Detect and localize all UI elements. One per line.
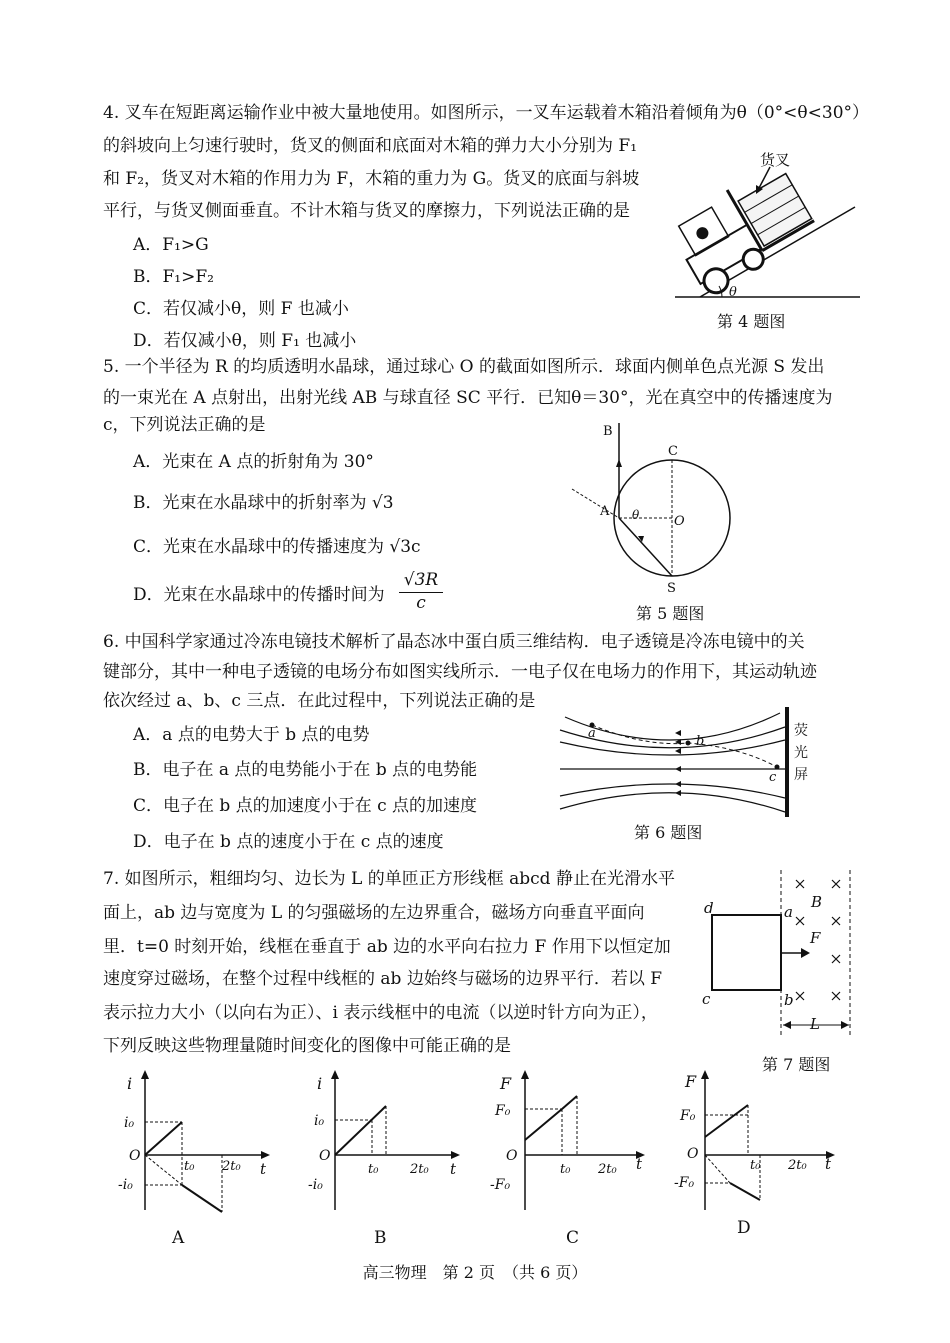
q4-line-2: 的斜坡向上匀速行驶时，货叉的侧面和底面对木箱的弹力大小分别为 F₁ <box>103 136 638 156</box>
q5-line-1: 5. 一个半径为 R 的均质透明水晶球，通过球心 O 的截面如图所示．球面内侧单色点光源 S 发出 <box>103 357 825 377</box>
q4-fork-label: 货叉 <box>760 151 791 169</box>
q6-option-a: A．a 点的电势大于 b 点的电势 <box>133 725 370 745</box>
q5-fraction-numerator: √3R <box>399 570 443 593</box>
graph-d-y-neg-label: -F₀ <box>674 1175 695 1191</box>
graph-d-y-axis-label: F <box>685 1072 697 1091</box>
q4-option-a: A．F₁>G <box>133 235 209 255</box>
graph-d-y-pos-label: F₀ <box>680 1108 696 1124</box>
graph-a-y-pos-label: i₀ <box>124 1115 135 1131</box>
q4-option-d: D．若仅减小θ，则 F₁ 也减小 <box>133 331 357 351</box>
q4-option-b: B．F₁>F₂ <box>133 267 214 287</box>
q7-graph-c <box>490 1065 660 1250</box>
graph-a-origin: O <box>129 1148 141 1164</box>
graph-a-t-axis: t <box>260 1160 267 1178</box>
q6-option-b: B．电子在 a 点的电势能小于在 b 点的电势能 <box>133 760 478 780</box>
q5-option-d: D．光束在水晶球中的传播时间为 <box>133 585 385 605</box>
q7-graph-d <box>670 1065 845 1250</box>
q7-label-l: L <box>810 1015 820 1033</box>
q7-label-a: a <box>784 903 793 921</box>
q4-angle-label: θ <box>729 285 737 300</box>
graph-c-y-neg-label: -F₀ <box>490 1177 511 1193</box>
q4-option-c: C．若仅减小θ，则 F 也减小 <box>133 299 349 319</box>
q4-line-4: 平行，与货叉侧面垂直。不计木箱与货叉的摩擦力，下列说法正确的是 <box>103 201 630 221</box>
q5-line-2: 的一束光在 A 点射出，出射光线 AB 与球直径 SC 平行．已知θ＝30°，光在真空中的传播速度为 <box>103 388 833 408</box>
graph-b-y-axis-label: i <box>317 1074 323 1093</box>
q5-option-a: A．光束在 A 点的折射角为 30° <box>133 452 374 472</box>
graph-d-choice: D <box>737 1218 751 1238</box>
q7-label-field: B <box>811 893 823 911</box>
graph-b-choice: B <box>374 1228 387 1248</box>
q6-point-b: b <box>696 734 705 749</box>
q5-fraction-denominator: c <box>416 593 426 613</box>
graph-a-t1: t₀ <box>184 1159 195 1174</box>
q7-graph-b <box>300 1065 470 1250</box>
graph-b-y-neg-label: -i₀ <box>308 1177 323 1193</box>
q6-option-c: C．电子在 b 点的加速度小于在 c 点的加速度 <box>133 796 478 816</box>
graph-b-y-pos-label: i₀ <box>314 1113 325 1129</box>
q7-label-d: d <box>704 899 714 917</box>
q6-option-d: D．电子在 b 点的速度小于在 c 点的速度 <box>133 832 444 852</box>
q5-label-a: A <box>600 504 610 519</box>
q5-label-c: C <box>668 444 678 459</box>
q6-screen-char-1: 荧 <box>794 723 808 739</box>
graph-a-t2: 2t₀ <box>222 1159 241 1174</box>
graph-b-t-axis: t <box>450 1160 457 1178</box>
graph-c-origin: O <box>506 1148 518 1164</box>
graph-c-choice: C <box>566 1228 580 1248</box>
graph-b-t1: t₀ <box>368 1162 379 1177</box>
q6-screen-char-3: 屏 <box>794 767 808 783</box>
q7-line-1: 7. 如图所示，粗细均匀、边长为 L 的单匝正方形线框 abcd 静止在光滑水平 <box>103 869 675 889</box>
q5-option-c: C．光束在水晶球中的传播速度为 √3c <box>133 537 421 557</box>
graph-c-t1: t₀ <box>560 1162 571 1177</box>
q6-line-2: 键部分，其中一种电子透镜的电场分布如图实线所示．一电子仅在电场力的作用下，其运动轨迹 <box>103 662 817 682</box>
q6-line-3: 依次经过 a、b、c 三点．在此过程中，下列说法正确的是 <box>103 691 536 711</box>
page-footer: 高三物理 第 2 页 （共 6 页） <box>362 1263 588 1282</box>
graph-d-origin: O <box>687 1146 699 1162</box>
q4-line-1: 4. 叉车在短距离运输作业中被大量地使用。如图所示，一叉车运载着木箱沿着倾角为θ（0°<θ<30°） <box>103 103 870 123</box>
graph-c-t2: 2t₀ <box>598 1162 617 1177</box>
q7-coil-field-figure <box>700 865 870 1040</box>
q7-graph-a <box>110 1065 280 1250</box>
graph-d-t2: 2t₀ <box>788 1158 807 1173</box>
graph-a-y-axis-label: i <box>127 1074 133 1093</box>
q5-crystal-ball-figure <box>560 415 740 600</box>
q5-label-theta: θ <box>632 508 640 522</box>
q7-line-4: 速度穿过磁场，在整个过程中线框的 ab 边始终与磁场的边界平行．若以 F <box>103 969 663 989</box>
graph-c-t-axis: t <box>636 1155 643 1173</box>
q5-option-d-fraction <box>399 570 443 613</box>
graph-a-choice: A <box>172 1228 185 1248</box>
q7-line-5: 表示拉力大小（以向右为正）、i 表示线框中的电流（以逆时针方向为正）， <box>103 1003 658 1023</box>
q4-figure-caption: 第 4 题图 <box>717 312 786 331</box>
q7-figure-caption: 第 7 题图 <box>762 1055 831 1074</box>
graph-a-y-neg-label: -i₀ <box>118 1177 133 1193</box>
q6-electron-lens-figure <box>555 705 815 820</box>
q4-forklift-figure <box>670 145 870 305</box>
q5-label-b: B <box>603 424 613 439</box>
q5-option-b: B．光束在水晶球中的折射率为 √3 <box>133 493 394 513</box>
q5-label-s: S <box>667 581 676 596</box>
graph-c-y-axis-label: F <box>500 1074 512 1093</box>
q7-label-force: F <box>810 929 821 947</box>
graph-d-t-axis: t <box>825 1155 832 1173</box>
q6-line-1: 6. 中国科学家通过冷冻电镜技术解析了晶态冰中蛋白质三维结构．电子透镜是冷冻电镜中的关 <box>103 632 805 652</box>
q7-line-3: 里．t=0 时刻开始，线框在垂直于 ab 边的水平向右拉力 F 作用下以恒定加 <box>103 937 671 957</box>
q7-label-c: c <box>702 990 711 1008</box>
graph-b-t2: 2t₀ <box>410 1162 429 1177</box>
q6-point-a: a <box>588 726 596 741</box>
q6-screen-char-2: 光 <box>794 745 808 761</box>
q7-line-6: 下列反映这些物理量随时间变化的图像中可能正确的是 <box>103 1036 511 1056</box>
graph-c-y-pos-label: F₀ <box>495 1103 511 1119</box>
graph-b-origin: O <box>319 1148 331 1164</box>
graph-d-t1: t₀ <box>750 1158 761 1173</box>
q6-point-c: c <box>769 770 777 785</box>
q5-figure-caption: 第 5 题图 <box>636 604 705 623</box>
q6-figure-caption: 第 6 题图 <box>634 823 703 842</box>
q5-label-o: O <box>674 514 685 529</box>
q7-line-2: 面上，ab 边与宽度为 L 的匀强磁场的左边界重合，磁场方向垂直平面向 <box>103 903 645 923</box>
q5-line-3: c，下列说法正确的是 <box>103 415 266 435</box>
q7-label-b: b <box>784 991 794 1009</box>
q4-line-3: 和 F₂，货叉对木箱的作用力为 F，木箱的重力为 G。货叉的底面与斜坡 <box>103 169 640 189</box>
